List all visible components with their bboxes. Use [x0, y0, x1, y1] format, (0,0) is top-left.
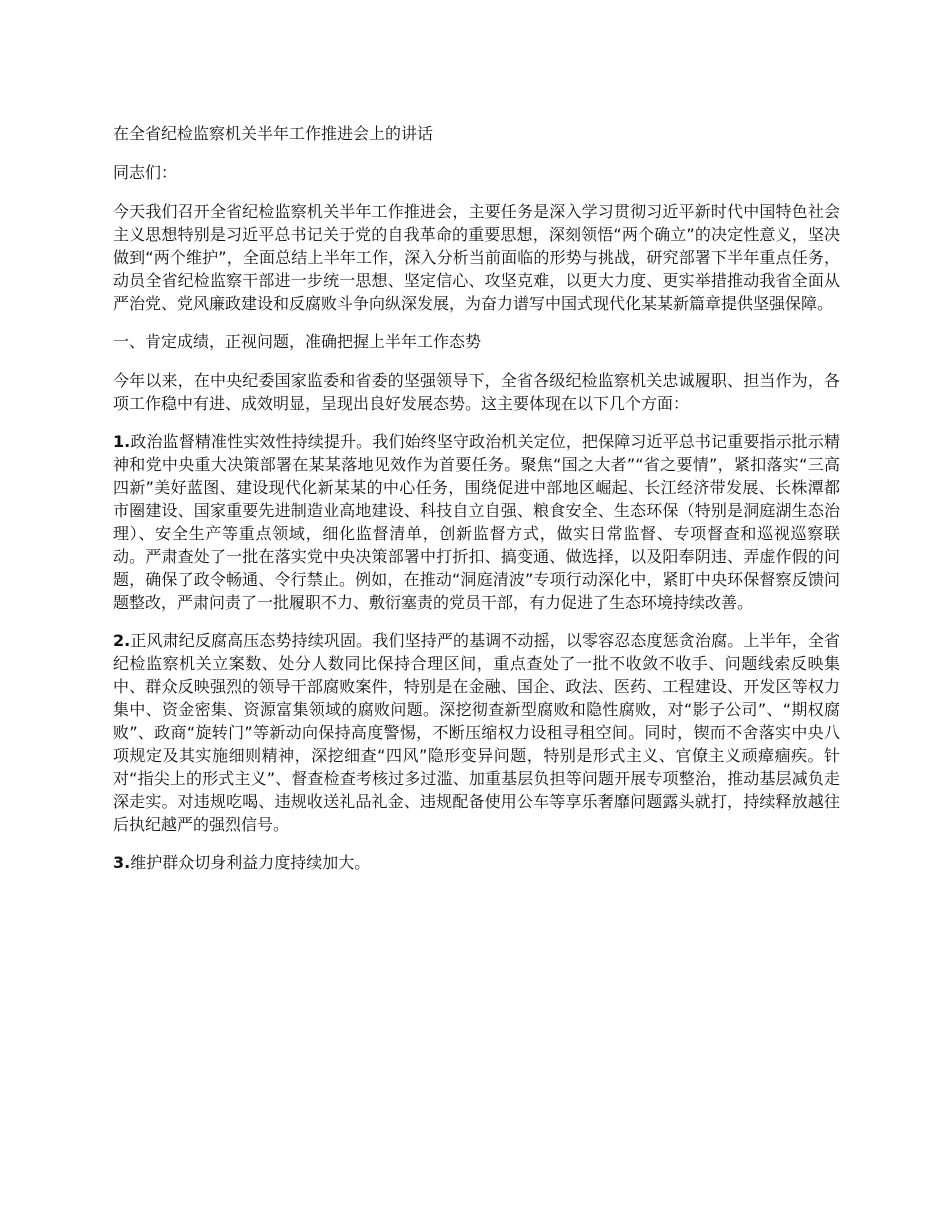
- item-number: 2.: [113, 631, 131, 650]
- numbered-item-2: [113, 629, 840, 836]
- document-page: [113, 122, 840, 889]
- numbered-item-1: [113, 430, 840, 614]
- section-intro-paragraph: 今年以来，在中央纪委国家监委和省委的坚强领导下，全省各级纪检监察机关忠诚履职、担当作为，各项工作稳中有进、成效明显，呈现出良好发展态势。这主要体现在以下几个方面：: [113, 371, 840, 413]
- document-title: 在全省纪检监察机关半年工作推进会上的讲话: [113, 124, 434, 143]
- section-heading: 一、肯定成绩，正视问题，准确把握上半年工作态势: [113, 332, 482, 351]
- item-text: 维护群众切身利益力度持续加大。: [130, 853, 371, 872]
- item-text: 正风肃纪反腐高压态势持续巩固。我们坚持严的基调不动摇，以零容忍态度惩贪治腐。上半年，全省纪检监察机关立案数、处分人数同比保持合理区间，重点查处了一批不收敛不收手、问题线索反映集中、群众反映强烈的领导干部腐败案件，特别是在金融、国企、政法、医药、工程建设、开发区等权力集中、资金密集、资源富集领域的腐败问题。深挖彻查新型腐败和隐性腐败，对“影子公司”、“期权腐败”、政商“旋转门”等新动向保持高度警惕，不断压缩权力设租寻租空间。同时，锲而不舍落实中央八项规定及其实施细则精神，深挖细查“四风”隐形变异问题，特别是形式主义、官僚主义顽瘴痼疾。针对“指尖上的形式主义”、督查检查考核过多过滥、加重基层负担等问题开展专项整治，推动基层减负走深走实。对违规吃喝、违规收送礼品礼金、违规配备使用公车等享乐奢靡问题露头就打，持续释放越往后执纪越严的强烈信号。: [113, 631, 840, 834]
- salutation: 同志们：: [113, 163, 178, 182]
- numbered-item-3: [113, 851, 840, 874]
- intro-paragraph: 今天我们召开全省纪检监察机关半年工作推进会，主要任务是深入学习贯彻习近平新时代中国特色社会主义思想特别是习近平总书记关于党的自我革命的重要思想，深刻领悟“两个确立”的决定性意义，坚决做到“两个维护”，全面总结上半年工作，深入分析当前面临的形势与挑战，研究部署下半年重点任务，动员全省纪检监察干部进一步统一思想、坚定信心、攻坚克难，以更大力度、更实举措推动我省全面从严治党、党风廉政建设和反腐败斗争向纵深发展，为奋力谱写中国式现代化某某新篇章提供坚强保障。: [113, 202, 840, 313]
- item-number: 3.: [113, 853, 131, 872]
- item-number: 1.: [113, 432, 131, 451]
- item-text: 政治监督精准性实效性持续提升。我们始终坚守政治机关定位，把保障习近平总书记重要指示批示精神和党中央重大决策部署在某某落地见效作为首要任务。聚焦“国之大者”“省之要情”，紧扣落实“三高四新”美好蓝图、建设现代化新某某的中心任务，围绕促进中部地区崛起、长江经济带发展、长株潭都市圈建设、国家重要先进制造业高地建设、科技自立自强、粮食安全、生态环保（特别是洞庭湖生态治理）、安全生产等重点领域，细化监督清单，创新监督方式，做实日常监督、专项督查和巡视巡察联动。严肃查处了一批在落实党中央决策部署中打折扣、搞变通、做选择，以及阳奉阴违、弄虚作假的问题，确保了政令畅通、令行禁止。例如，在推动“洞庭清波”专项行动深化中，紧盯中央环保督察反馈问题整改，严肃问责了一批履职不力、敷衍塞责的党员干部，有力促进了生态环境持续改善。: [113, 432, 840, 612]
